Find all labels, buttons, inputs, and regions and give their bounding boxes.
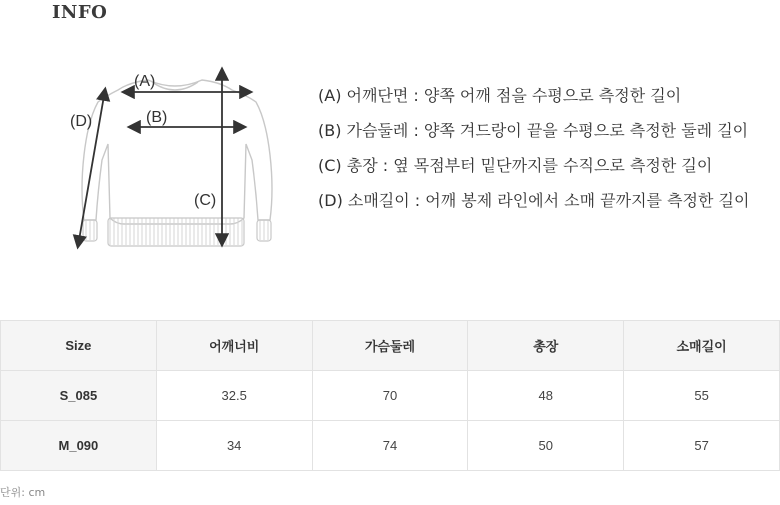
- header-total-length: 총장: [468, 321, 624, 371]
- cell-shoulder-width: 32.5: [156, 371, 312, 421]
- header-shoulder-width: 어깨너비: [156, 321, 312, 371]
- cell-chest: 70: [312, 371, 468, 421]
- header-sleeve-length: 소매길이: [624, 321, 780, 371]
- label-c: (C): [194, 192, 217, 209]
- table-row: [1, 421, 780, 471]
- cell-chest: 74: [312, 421, 468, 471]
- cell-size: S_085: [1, 371, 157, 421]
- label-d: (D): [70, 113, 93, 130]
- table-header-row: [1, 321, 780, 371]
- page-title: INFO: [52, 2, 108, 23]
- header-size: Size: [1, 321, 157, 371]
- size-table: [0, 320, 780, 471]
- ribbing: [86, 218, 268, 245]
- measurement-legend: [318, 78, 749, 218]
- cell-size: M_090: [1, 421, 157, 471]
- cell-total-length: 48: [468, 371, 624, 421]
- legend-item-b: (B) 가슴둘레 : 양쪽 겨드랑이 끝을 수평으로 측정한 둘레 길이: [318, 121, 749, 140]
- cell-shoulder-width: 34: [156, 421, 312, 471]
- sweater-outline: [82, 80, 272, 224]
- legend-item-d: (D) 소매길이 : 어깨 봉제 라인에서 소매 끝까지를 측정한 길이: [318, 191, 750, 210]
- sweater-measurement-diagram: [60, 60, 290, 260]
- cell-total-length: 50: [468, 421, 624, 471]
- header-chest: 가슴둘레: [312, 321, 468, 371]
- unit-note: 단위: cm: [0, 486, 46, 499]
- label-b: (B): [146, 109, 168, 126]
- label-a: (A): [134, 73, 156, 90]
- hem-border: [83, 218, 271, 246]
- cell-sleeve-length: 57: [624, 421, 780, 471]
- legend-item-a: (A) 어깨단면 : 양쪽 어깨 점을 수평으로 측정한 길이: [318, 86, 682, 105]
- legend-item-c: (C) 총장 : 옆 목점부터 밑단까지를 수직으로 측정한 길이: [318, 156, 713, 175]
- table-row: [1, 371, 780, 421]
- cell-sleeve-length: 55: [624, 371, 780, 421]
